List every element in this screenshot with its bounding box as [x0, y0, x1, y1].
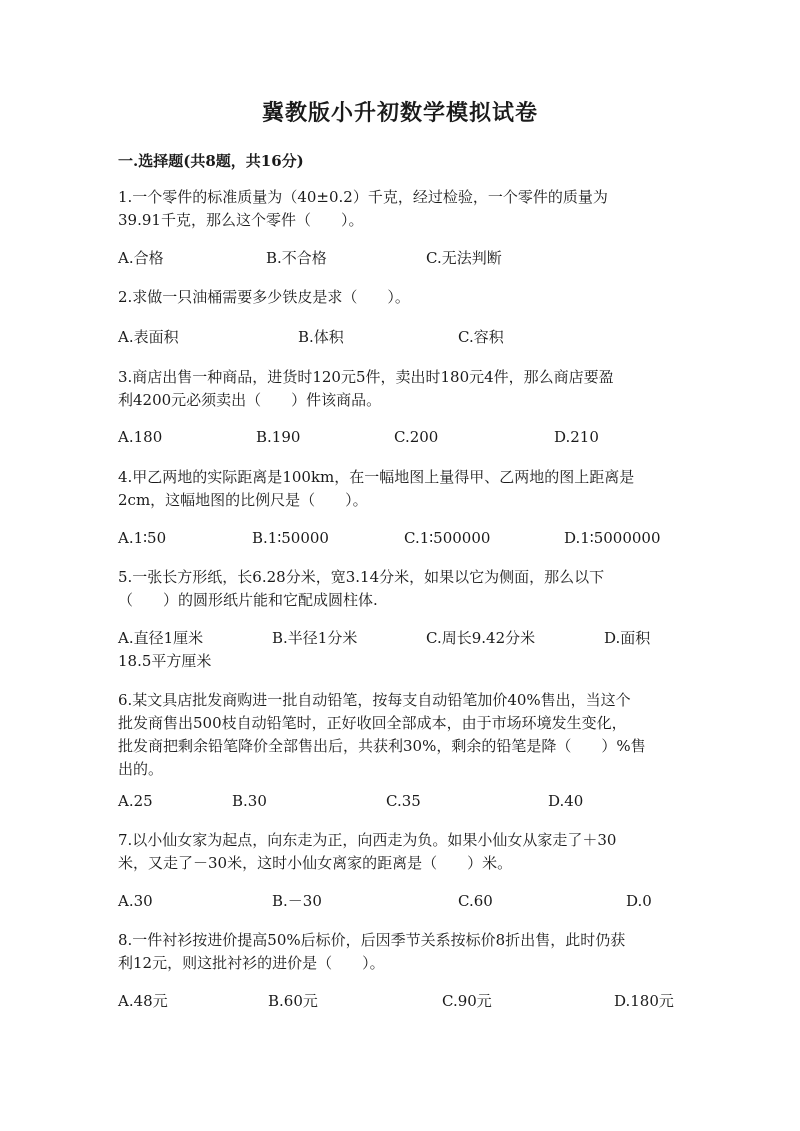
option-c[interactable]: C.200 [394, 428, 439, 446]
option-d[interactable]: D.40 [548, 792, 584, 810]
question-7 [118, 829, 678, 875]
question-line: 4.甲乙两地的实际距离是100km，在一幅地图上量得甲、乙两地的图上距离是 [118, 468, 635, 486]
options-4 [118, 527, 688, 551]
options-8 [118, 990, 688, 1014]
option-a[interactable]: A.48元 [118, 992, 168, 1010]
question-2 [118, 286, 678, 309]
question-line: 批发商把剩余铅笔降价全部售出后，共获利30%，剩余的铅笔是降（ ）%售 [118, 737, 646, 755]
question-line: 利4200元必须卖出（ ）件该商品。 [118, 391, 382, 409]
options-6 [118, 790, 688, 814]
question-5 [118, 566, 678, 612]
question-8 [118, 929, 678, 975]
options-2 [118, 326, 688, 350]
section-heading: 一.选择题(共8题，共16分) [118, 152, 304, 170]
question-line: 1.一个零件的标准质量为（40±0.2）千克，经过检验，一个零件的质量为 [118, 188, 608, 206]
option-c[interactable]: C.35 [386, 792, 421, 810]
option-d[interactable]: D.180元 [614, 992, 674, 1010]
option-a[interactable]: A.表面积 [118, 328, 179, 346]
question-6 [118, 689, 678, 781]
options-3 [118, 426, 688, 450]
option-b[interactable]: B.体积 [298, 328, 344, 346]
question-line: 7.以小仙女家为起点，向东走为正，向西走为负。如果小仙女从家走了＋30 [118, 831, 617, 849]
exam-title: 冀教版小升初数学模拟试卷 [261, 100, 538, 126]
option-a[interactable]: A.合格 [118, 249, 164, 267]
option-c[interactable]: C.90元 [442, 992, 492, 1010]
question-1 [118, 186, 678, 232]
option-a[interactable]: A.1∶50 [118, 529, 167, 547]
question-line: （ ）的圆形纸片能和它配成圆柱体. [118, 591, 378, 609]
option-b[interactable]: B.190 [256, 428, 301, 446]
option-b[interactable]: B.－30 [272, 892, 322, 910]
question-line: 8.一件衬衫按进价提高50%后标价，后因季节关系按标价8折出售，此时仍获 [118, 931, 626, 949]
option-c[interactable]: C.60 [458, 892, 493, 910]
option-a[interactable]: A.30 [118, 892, 153, 910]
question-line: 2.求做一只油桶需要多少铁皮是求（ ）。 [118, 288, 410, 306]
question-line: 批发商售出500枝自动铅笔时，正好收回全部成本，由于市场环境发生变化， [118, 714, 627, 732]
option-a[interactable]: A.直径1厘米 [118, 629, 204, 647]
option-b[interactable]: B.不合格 [266, 249, 327, 267]
question-line: 39.91千克，那么这个零件（ ）。 [118, 211, 364, 229]
option-c[interactable]: C.容积 [458, 328, 504, 346]
option-d[interactable]: D.面积 [604, 629, 651, 647]
option-c[interactable]: C.无法判断 [426, 249, 502, 267]
option-b[interactable]: B.60元 [268, 992, 318, 1010]
question-line: 3.商店出售一种商品，进货时120元5件，卖出时180元4件，那么商店要盈 [118, 368, 614, 386]
question-4 [118, 466, 678, 512]
option-d[interactable]: D.210 [554, 428, 599, 446]
question-3 [118, 366, 678, 412]
option-c[interactable]: C.1∶500000 [404, 529, 491, 547]
question-line: 出的。 [118, 760, 164, 778]
question-line: 利12元，则这批衬衫的进价是（ ）。 [118, 954, 385, 972]
options-5 [118, 627, 688, 675]
question-line: 米，又走了－30米，这时小仙女离家的距离是（ ）米。 [118, 854, 513, 872]
option-b[interactable]: B.30 [232, 792, 267, 810]
options-1 [118, 247, 688, 271]
option-c[interactable]: C.周长9.42分米 [426, 629, 536, 647]
question-line: 6.某文具店批发商购进一批自动铅笔，按每支自动铅笔加价40%售出，当这个 [118, 691, 631, 709]
question-line: 5.一张长方形纸，长6.28分米，宽3.14分米，如果以它为侧面，那么以下 [118, 568, 605, 586]
question-line: 2cm，这幅地图的比例尺是（ ）。 [118, 491, 368, 509]
option-a[interactable]: A.180 [118, 428, 163, 446]
option-d[interactable]: D.0 [626, 892, 652, 910]
options-7 [118, 890, 688, 914]
option-b[interactable]: B.半径1分米 [272, 629, 358, 647]
option-a[interactable]: A.25 [118, 792, 153, 810]
option-d[interactable]: D.1∶5000000 [564, 529, 661, 547]
option-b[interactable]: B.1∶50000 [252, 529, 329, 547]
option-d-continuation: 18.5平方厘米 [118, 652, 212, 670]
